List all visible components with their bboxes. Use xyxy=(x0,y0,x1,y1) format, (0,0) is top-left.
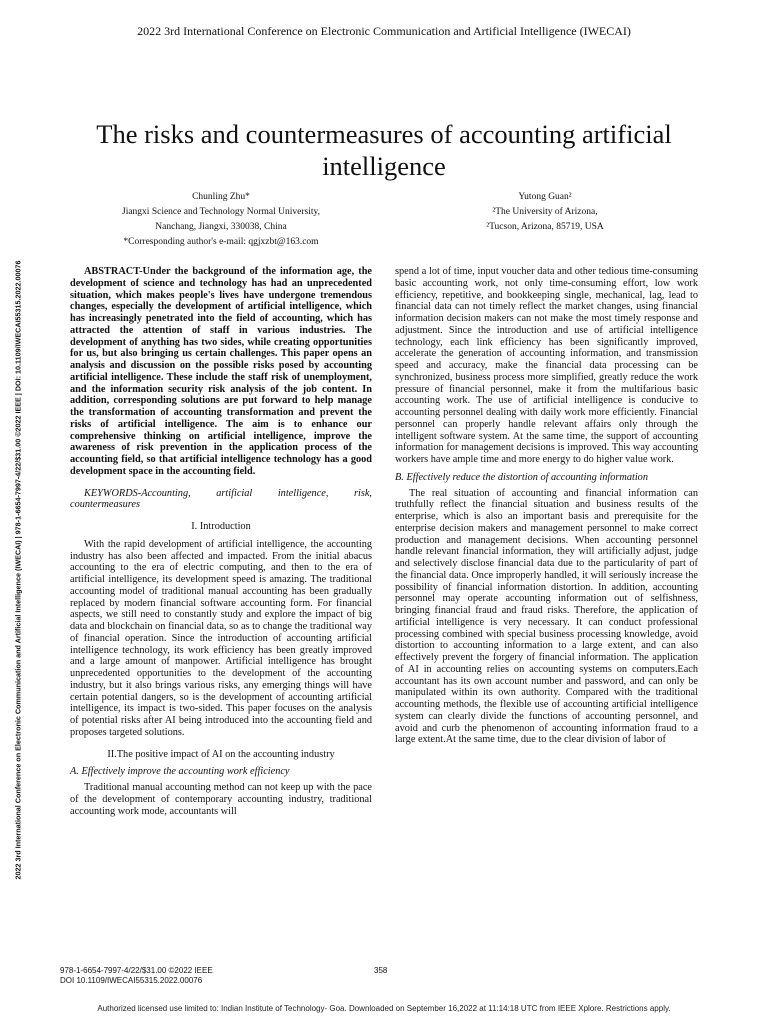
introduction-paragraph: With the rapid development of artificial intelligence, the accounting industry has also been affected and impacted. From the initial abacus accounting to the era of electric computing, and then to the era of artificial intelligence, its development speed is amazing. The traditional accounting model of traditional manual accounting has been gradually replaced by modern financial software accounting form. For financial aspects, we still need to constantly study and explore the impact of big data and blockchain on financial data, so as to change the traditional way of financial operation. Since the introduction of accounting artificial intelligence technology, its work efficiency has been greatly improved and a large amount of manpower. Artificial intelligence has brought unprecedented opportunities to the development of the accounting industry, but it also brings various risks, any emerging things will have certain potential dangers, so is the development of accounting artificial intelligence, its impact is two-sided. This paper focuses on the analysis of potential risks after AI being introduced into the accounting field and proposes targeted solutions. xyxy=(70,538,372,738)
author-address: Nanchang, Jiangxi, 330038, China xyxy=(155,222,287,232)
section-heading-introduction: I. Introduction xyxy=(191,521,251,532)
author-block-2 xyxy=(390,190,700,235)
subsection-heading-efficiency: A. Effectively improve the accounting work efficiency xyxy=(70,766,290,778)
abstract: ABSTRACT-Under the background of the information age, the development of science and technology has had an unprecedented situation, which makes people's lives have undergone tremendous changes, especially the development of artificial intelligence, which has increasingly penetrated into the field of accounting, which has attracted the attention of staff in various industries. The development of anything has two sides, while creating opportunities for us, but also bringing us certain challenges. This paper opens an analysis and discussion on the possible risks posed by accounting artificial intelligence. These include the staff risk of unemployment, and the information security risk analysis of the job content. In addition, corresponding solutions are put forward to help manage the transformation of accounting transformation and prevent the risks of artificial intelligence. The aim is to enhance our comprehensive thinking on artificial intelligence, improve the awareness of risk prevention in the application process of the accounting field, so that artificial intelligence technology has a good development space in the accounting field. xyxy=(70,266,372,477)
author-block-1 xyxy=(70,190,372,250)
author-name: Yutong Guan² xyxy=(518,192,572,202)
efficiency-paragraph-continued: spend a lot of time, input voucher data and other tedious time-consuming basic accounting work, not only time-consuming effort, low work efficiency, repetitive, and bookkeeping single, mechanical, lag, lead to financial data can not timely reflect the market changes, using financial information decision makers can not make the most timely response and adjustment. Since the introduction and use of artificial intelligence technology, each link efficiency has been significantly improved, accelerate the generation of accounting information, and transmission speed and accuracy, make the financial data processing can be synchronized, business process more simplified, greatly reduce the work pressure of financial personnel, make it from the multifarious basic accounting work. The use of artificial intelligence is conducive to accounting personnel dealing with daily work more efficiently. Financial personnel can properly handle relevant affairs only through the intelligent software system. At the same time, the support of accounting information for management decisions is improved. This way accounting workers have ample time and more energy to do higher value work. xyxy=(395,266,698,465)
keywords: KEYWORDS-Accounting, artificial intelligence, risk, countermeasures xyxy=(70,487,372,511)
right-column xyxy=(395,266,698,746)
author-affiliation: Jiangxi Science and Technology Normal University, xyxy=(122,207,320,217)
side-margin xyxy=(12,160,24,980)
side-doi-text: 2022 3rd International Conference on Electronic Communication and Artificial Intelligence (IWECAI) | 978-1-6654-7997-4/22/$31.00 ©2022 IEEE | DOI: 10.1109/IWECAI55315.2022.00076 xyxy=(13,260,23,880)
page-number: 358 xyxy=(374,966,388,975)
efficiency-paragraph: Traditional manual accounting method can not keep up with the pace of the development of contemporary accounting industry, traditional accounting work mode, accountants will xyxy=(70,782,372,817)
footer-doi: DOI 10.1109/IWECAI55315.2022.00076 xyxy=(60,976,203,985)
footer-info xyxy=(60,966,213,986)
author-name: Chunling Zhu* xyxy=(192,192,250,202)
author-affiliation: ²The University of Arizona, xyxy=(492,207,598,217)
conference-header: 2022 3rd International Conference on Electronic Communication and Artificial Intelligence (IWECAI) xyxy=(137,24,631,38)
author-address: ²Tucson, Arizona, 85719, USA xyxy=(486,222,604,232)
license-notice: Authorized licensed use limited to: Indian Institute of Technology- Goa. Downloaded on September 16,2022 at 11:14:18 UTC from IEEE Xplore. Restrictions apply. xyxy=(97,1004,671,1013)
subsection-heading-distortion: B. Effectively reduce the distortion of accounting information xyxy=(395,471,648,483)
author-email: *Corresponding author's e-mail: qgjxzbt@163.com xyxy=(123,237,319,247)
section-heading-positive-impact: II.The positive impact of AI on the accounting industry xyxy=(107,748,335,760)
distortion-paragraph: The real situation of accounting and financial information can truthfully reflect the financial situation and business results of the enterprise, which is also an important basis and prerequisite for the enterprise decision makers and management personnel to make correct production and management decisions. When accounting personnel handle relevant financial information, they will artificially adjust, judge and selectively disclose financial data due to the particularity of part of the financial data. Once improperly handled, it will seriously increase the possibility of financial information distortion. In addition, accounting personnel may operate accounting information out of selfishness, bringing financial fraud and fraud risks. Therefore, the application of artificial intelligence is very necessary. It can conduct professional processing combined with special business processing knowledge, avoid distortion to accounting information to a large extent, and can also effectively prevent the forgery of financial information. The application of AI in accounting relies on accounting systems on computers.Each accountant has its own account number and password, and can only be manipulated within its own authority. Compared with the traditional accounting methods, the flexible use of accounting artificial intelligence system can clearly divide the functions of accounting personnel, and avoid and curb the phenomenon of accounting information fraud to a large extent.At the same time, due to the clear division of labor of xyxy=(395,487,698,746)
paper-title: The risks and countermeasures of accounting artificial intelligence xyxy=(96,119,672,181)
footer-isbn: 978-1-6654-7997-4/22/$31.00 ©2022 IEEE xyxy=(60,966,213,975)
left-column xyxy=(70,266,372,817)
